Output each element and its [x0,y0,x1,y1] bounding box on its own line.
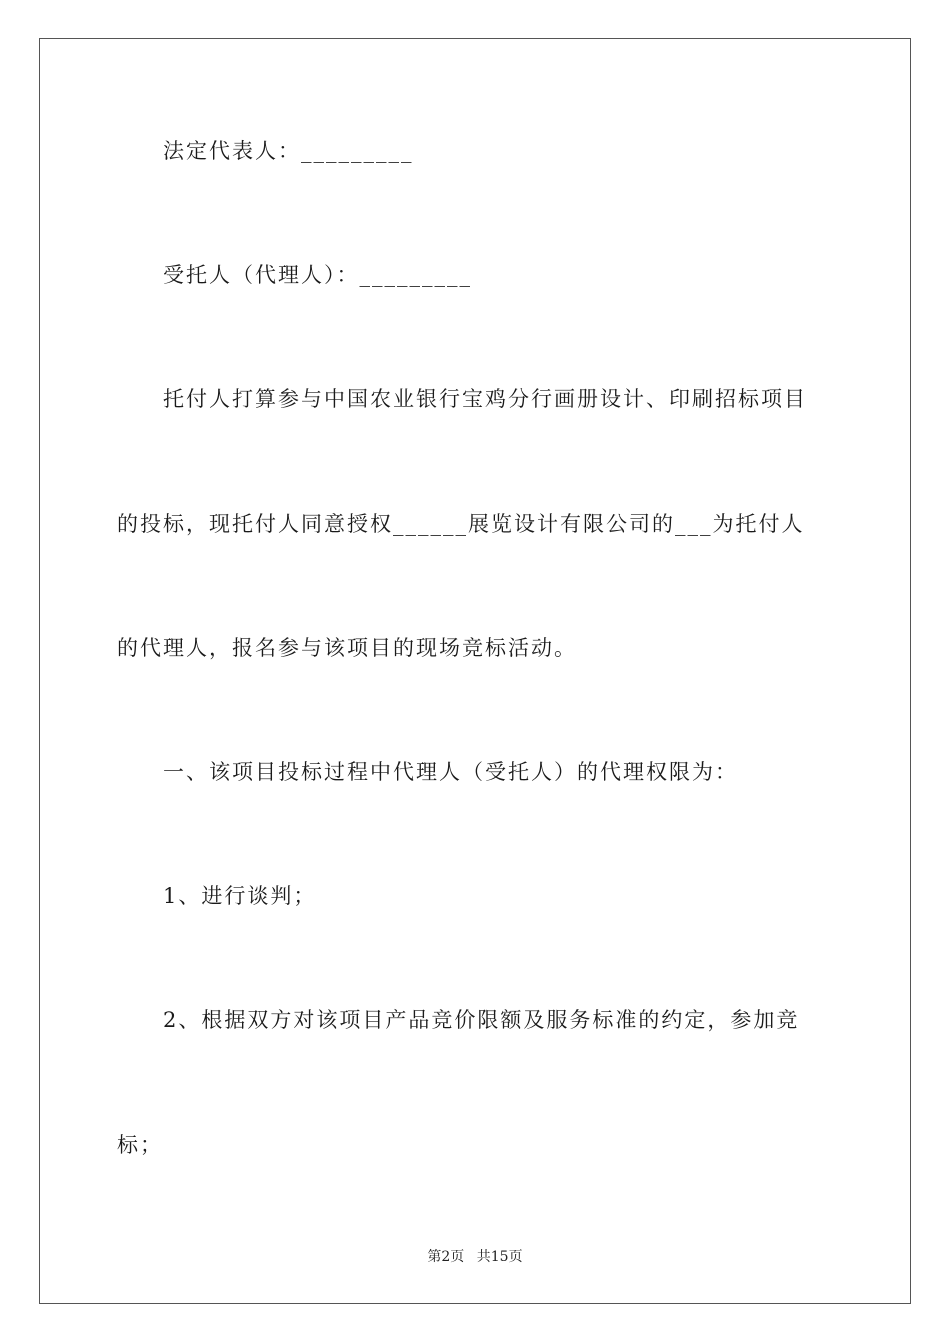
page-footer [0,1246,950,1266]
trustee-line: 受托人（代理人）：_________ [163,263,472,287]
total-pages: 共15页 [476,1249,523,1265]
list-item-1: 1、进行谈判； [163,884,317,908]
list-item-2: 2、根据双方对该项目产品竞价限额及服务标准的约定，参加竞 [163,1008,800,1032]
paragraph-line-1: 托付人打算参与中国农业银行宝鸡分行画册设计、印刷招标项目 [163,387,807,411]
legal-representative-line: 法定代表人：_________ [163,139,414,163]
paragraph-line-2: 的投标，现托付人同意授权______展览设计有限公司的___为托付人 [117,512,805,536]
section-heading-1: 一、该项目投标过程中代理人（受托人）的代理权限为： [163,760,738,784]
list-item-2-continued: 标； [117,1133,163,1157]
page-border [39,38,911,1304]
paragraph-line-3: 的代理人，报名参与该项目的现场竞标活动。 [117,636,577,660]
page-number: 第2页 [427,1249,465,1265]
